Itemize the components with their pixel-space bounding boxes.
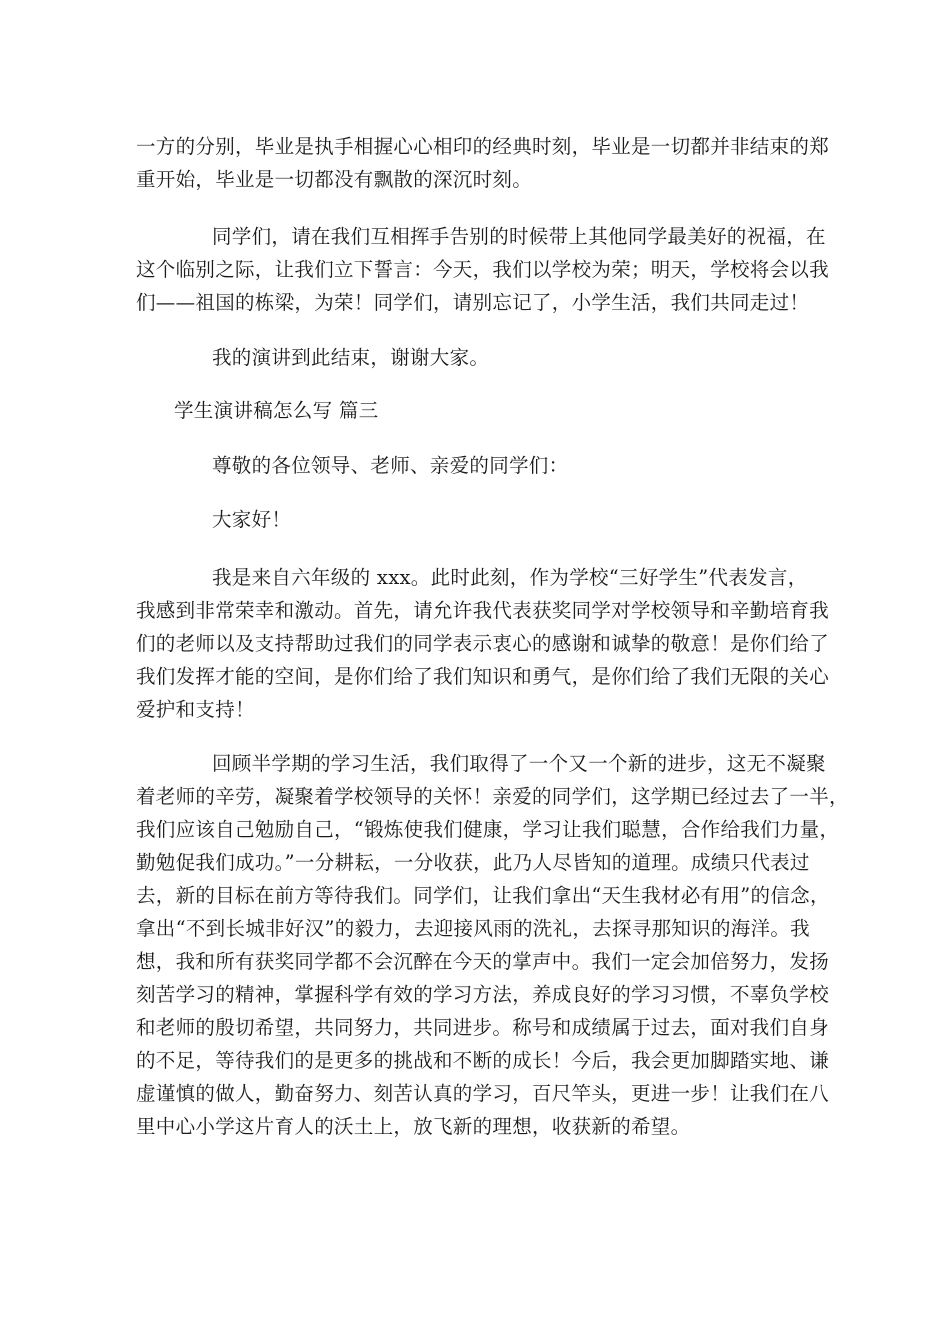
text-line: 们的老师以及支持帮助过我们的同学表示衷心的感谢和诚挚的敬意！是你们给了 xyxy=(136,632,830,655)
text-line: 我感到非常荣幸和激动。首先，请允许我代表获奖同学对学校领导和辛勤培育我 xyxy=(136,599,830,622)
text-line: 我是来自六年级的 xxx。此时此刻，作为学校“三好学生”代表发言， xyxy=(212,566,808,589)
text-line: 我的演讲到此结束，谢谢大家。 xyxy=(212,346,490,369)
paragraph-graduation-closing xyxy=(136,130,830,196)
text-line: 这个临别之际，让我们立下誓言：今天，我们以学校为荣；明天，学校将会以我 xyxy=(136,258,830,281)
text-line: 刻苦学习的精神，掌握科学有效的学习方法，养成良好的学习习惯，不辜负学校 xyxy=(136,983,830,1006)
section-heading xyxy=(136,394,816,427)
text-line: 勤勉促我们成功。”一分耕耘，一分收获，此乃人尽皆知的道理。成绩只代表过 xyxy=(136,851,810,874)
text-line: 重开始，毕业是一切都没有飘散的深沉时刻。 xyxy=(136,168,533,191)
paragraph-farewell-vow xyxy=(136,220,830,319)
paragraph-review xyxy=(136,747,849,1143)
text-line: 们——祖国的栋梁，为荣！同学们，请别忘记了，小学生活，我们共同走过！ xyxy=(136,291,810,314)
paragraph-salutation xyxy=(136,449,816,482)
text-line: 里中心小学这片育人的沃土上，放飞新的理想，收获新的希望。 xyxy=(136,1115,691,1138)
text-line: 我们应该自己勉励自己，“锻炼使我们健康，学习让我们聪慧，合作给我们力量， xyxy=(136,818,840,841)
text-line: 一方的分别，毕业是执手相握心心相印的经典时刻，毕业是一切都并非结束的郑 xyxy=(136,135,830,158)
text-line: 同学们，请在我们互相挥手告别的时候带上其他同学最美好的祝福，在 xyxy=(212,225,826,248)
text-line: 大家好！ xyxy=(212,508,292,531)
paragraph-greeting xyxy=(136,503,816,536)
text-line: 回顾半学期的学习生活，我们取得了一个又一个新的进步，这无不凝聚 xyxy=(212,752,826,775)
section-title: 学生演讲稿怎么写 篇三 xyxy=(174,399,379,422)
text-line: 想，我和所有获奖同学都不会沉醉在今天的掌声中。我们一定会加倍努力，发扬 xyxy=(136,950,830,973)
paragraph-speech-end xyxy=(136,341,816,374)
text-line: 的不足，等待我们的是更多的挑战和不断的成长！今后，我会更加脚踏实地、谦 xyxy=(136,1049,830,1072)
text-line: 爱护和支持！ xyxy=(136,698,255,721)
paragraph-introduction xyxy=(136,561,830,726)
text-line: 和老师的殷切希望，共同努力，共同进步。称号和成绩属于过去，面对我们自身 xyxy=(136,1016,830,1039)
text-line: 我们发挥才能的空间，是你们给了我们知识和勇气，是你们给了我们无限的关心 xyxy=(136,665,830,688)
text-line: 着老师的辛劳，凝聚着学校领导的关怀！亲爱的同学们，这学期已经过去了一半， xyxy=(136,785,849,808)
text-line: 去，新的目标在前方等待我们。同学们，让我们拿出“天生我材必有用”的信念， xyxy=(136,884,830,907)
text-line: 拿出“不到长城非好汉”的毅力，去迎接风雨的洗礼，去探寻那知识的海洋。我 xyxy=(136,917,810,940)
text-line: 虚谨慎的做人，勤奋努力、刻苦认真的学习，百尺竿头，更进一步！让我们在八 xyxy=(136,1082,830,1105)
text-line: 尊敬的各位领导、老师、亲爱的同学们： xyxy=(212,454,569,477)
